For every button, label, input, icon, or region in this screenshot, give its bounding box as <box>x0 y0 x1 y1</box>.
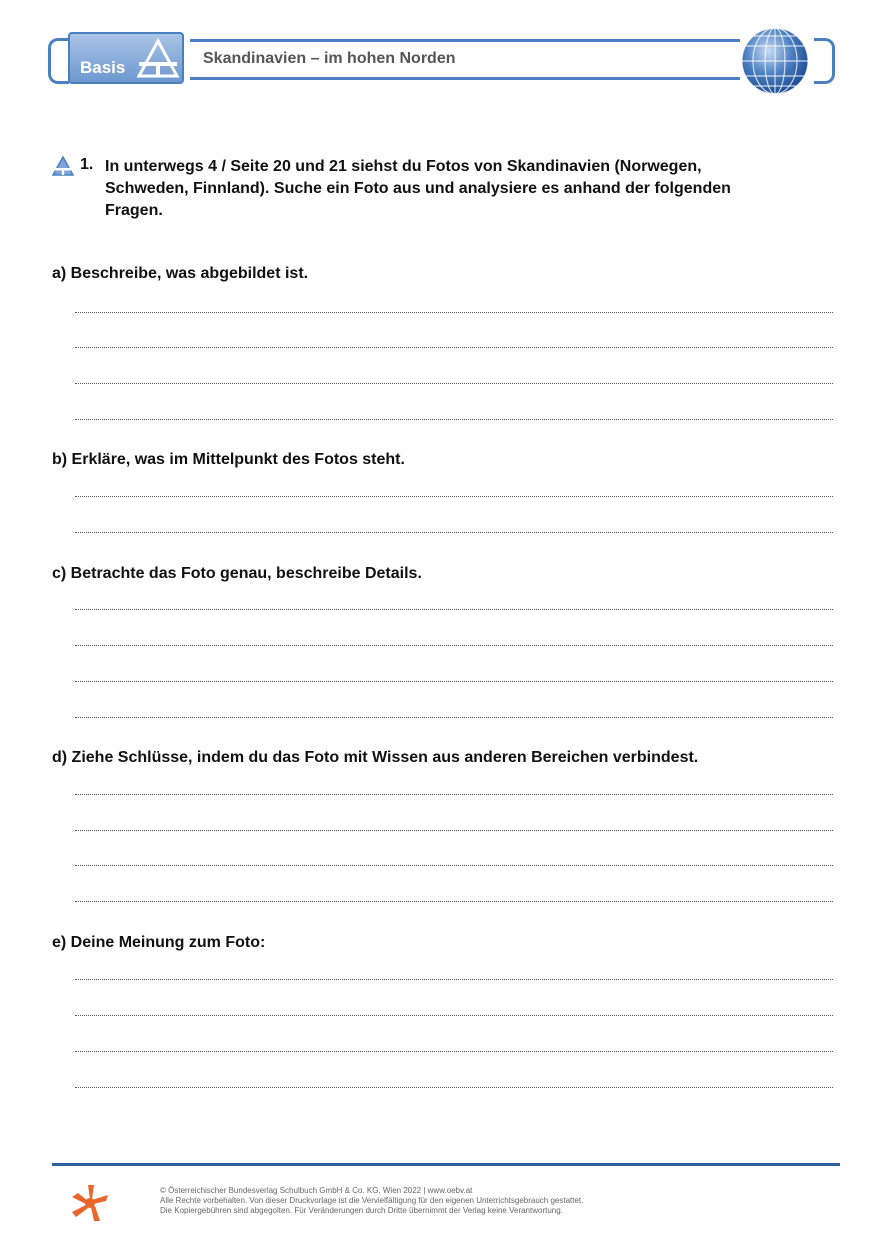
task-line: Schweden, Finnland). Suche ein Foto aus und analysiere es anhand der folgenden <box>105 180 731 197</box>
header-right-bracket <box>814 38 835 84</box>
answer-line-d1[interactable] <box>75 794 833 795</box>
question-a: a) Beschreibe, was abgebildet ist. <box>52 265 309 282</box>
question-e: e) Deine Meinung zum Foto: <box>52 934 266 951</box>
answer-line-c4[interactable] <box>75 717 833 718</box>
footer-line: Die Kopiergebühren sind abgegolten. Für Veränderungen durch Dritte übernimmt der Verlag keine Verantwortung. <box>160 1206 563 1215</box>
answer-line-d2[interactable] <box>75 830 833 831</box>
answer-line-e4[interactable] <box>75 1087 833 1088</box>
footer-line: Alle Rechte vorbehalten. Von dieser Druckvorlage ist die Vervielfältigung für den eigenen Unterrichtsgebrauch gestattet. <box>160 1196 584 1205</box>
page-title: Skandinavien – im hohen Norden <box>203 50 456 67</box>
footer-rule <box>52 1163 840 1166</box>
task-line: In unterwegs 4 / Seite 20 und 21 siehst du Fotos von Skandinavien (Norwegen, <box>105 158 702 175</box>
answer-line-a4[interactable] <box>75 419 833 420</box>
answer-line-a1[interactable] <box>75 312 833 313</box>
globe-icon <box>740 26 810 96</box>
answer-line-e3[interactable] <box>75 1051 833 1052</box>
task-number: 1. <box>80 156 94 173</box>
answer-line-c2[interactable] <box>75 645 833 646</box>
question-d: d) Ziehe Schlüsse, indem du das Foto mit Wissen aus anderen Bereichen verbindest. <box>52 749 699 766</box>
header-rule-top <box>190 39 740 42</box>
answer-line-e2[interactable] <box>75 1015 833 1016</box>
header-left-bracket <box>48 38 69 84</box>
footer-line: © Österreichischer Bundesverlag Schulbuch GmbH & Co. KG, Wien 2022 | www.oebv.at <box>160 1186 473 1195</box>
footer-copyright <box>160 1186 583 1216</box>
publisher-logo-icon <box>70 1183 110 1223</box>
basis-badge <box>68 32 184 84</box>
answer-line-d4[interactable] <box>75 901 833 902</box>
basis-level-icon <box>52 156 74 176</box>
answer-line-e1[interactable] <box>75 979 833 980</box>
answer-line-a2[interactable] <box>75 347 833 348</box>
basis-badge-label: Basis <box>80 58 126 77</box>
answer-line-c1[interactable] <box>75 609 833 610</box>
task-instruction <box>105 156 845 222</box>
question-c: c) Betrachte das Foto genau, beschreibe Details. <box>52 565 422 582</box>
question-b: b) Erkläre, was im Mittelpunkt des Fotos steht. <box>52 451 405 468</box>
answer-line-d3[interactable] <box>75 865 833 866</box>
answer-line-b1[interactable] <box>75 496 833 497</box>
answer-line-c3[interactable] <box>75 681 833 682</box>
level-triangle-icon <box>136 38 180 80</box>
header-rule-bottom <box>190 77 740 80</box>
answer-line-a3[interactable] <box>75 383 833 384</box>
answer-line-b2[interactable] <box>75 532 833 533</box>
task-line: Fragen. <box>105 202 163 219</box>
